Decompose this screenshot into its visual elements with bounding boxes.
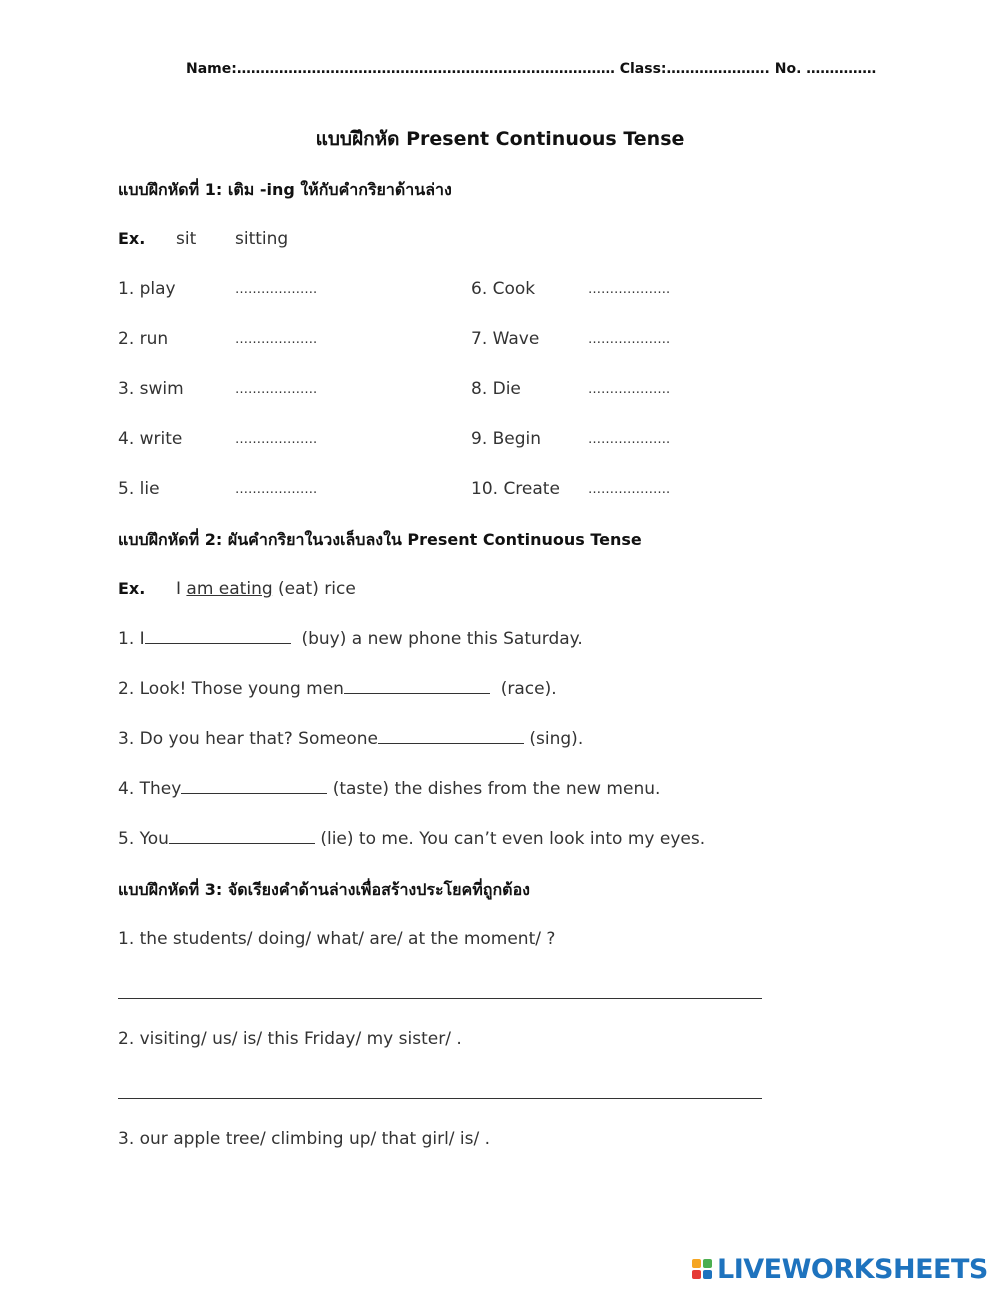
liveworksheets-logo xyxy=(692,1254,988,1284)
exercise1-heading: แบบฝึกหัดที่ 1: เติม -ing ให้กับคำกริยาด้านล่าง xyxy=(118,180,452,199)
exercise2-item-1-post: (buy) a new phone this Saturday. xyxy=(296,629,583,649)
exercise1-blank-6[interactable]: ………………. xyxy=(588,282,671,297)
exercise2-item-4 xyxy=(118,779,660,799)
exercise1-blank-1[interactable]: ………………. xyxy=(235,282,318,297)
class-field[interactable]: …………………. xyxy=(666,61,770,77)
exercise1-item-4: 4. write xyxy=(118,429,183,449)
exercise1-example-word: sit xyxy=(176,229,197,249)
exercise2-item-3 xyxy=(118,729,583,749)
exercise1-item-2: 2. run xyxy=(118,329,169,349)
exercise2-blank-1[interactable] xyxy=(145,629,291,644)
exercise1-blank-5[interactable]: ………………. xyxy=(235,482,318,497)
logo-blocks-icon xyxy=(692,1259,712,1279)
exercise1-item-6: 6. Cook xyxy=(471,279,536,299)
exercise1-blank-4[interactable]: ………………. xyxy=(235,432,318,447)
name-field[interactable]: ……………………………………………………………………… xyxy=(236,61,615,77)
logo-block-2 xyxy=(703,1259,712,1268)
exercise1-item-5: 5. lie xyxy=(118,479,160,499)
exercise1-item-9: 9. Begin xyxy=(471,429,542,449)
exercise1-item-3: 3. swim xyxy=(118,379,184,399)
student-info-line xyxy=(186,61,876,77)
exercise3-answer-line-2[interactable] xyxy=(118,1098,762,1099)
exercise2-item-2-post: (race). xyxy=(495,679,557,699)
exercise2-item-4-post: (taste) the dishes from the new menu. xyxy=(332,779,661,799)
worksheet-title: แบบฝึกหัด Present Continuous Tense xyxy=(315,128,685,150)
exercise2-item-3-post: (sing). xyxy=(529,729,584,749)
number-label: No. xyxy=(774,61,802,77)
logo-block-1 xyxy=(692,1259,701,1268)
exercise1-blank-9[interactable]: ………………. xyxy=(588,432,671,447)
exercise2-item-5-post: (lie) to me. You can’t even look into my eyes. xyxy=(320,829,706,849)
exercise1-item-8: 8. Die xyxy=(471,379,521,399)
exercise2-example-label: Ex. xyxy=(118,579,146,598)
exercise2-item-3-pre: 3. Do you hear that? Someone xyxy=(118,729,378,749)
exercise2-example-rest: (eat) rice xyxy=(278,579,356,599)
exercise1-blank-3[interactable]: ………………. xyxy=(235,382,318,397)
exercise2-item-1-pre: 1. I xyxy=(118,629,145,649)
exercise2-item-5 xyxy=(118,829,705,849)
exercise2-example-sentence xyxy=(176,579,356,599)
exercise1-blank-8[interactable]: ………………. xyxy=(588,382,671,397)
exercise2-blank-2[interactable] xyxy=(344,679,490,694)
exercise3-item-2: 2. visiting/ us/ is/ this Friday/ my sister/ . xyxy=(118,1029,462,1049)
exercise2-item-4-pre: 4. They xyxy=(118,779,182,799)
exercise2-blank-4[interactable] xyxy=(181,779,327,794)
exercise2-item-2 xyxy=(118,679,557,699)
exercise2-blank-3[interactable] xyxy=(378,729,524,744)
logo-text: LIVEWORKSHEETS xyxy=(717,1253,988,1285)
exercise3-item-3: 3. our apple tree/ climbing up/ that girl/ is/ . xyxy=(118,1129,491,1149)
exercise2-item-5-pre: 5. You xyxy=(118,829,169,849)
exercise2-item-1 xyxy=(118,629,583,649)
exercise2-heading: แบบฝึกหัดที่ 2: ผันคำกริยาในวงเล็บลงใน Present Continuous Tense xyxy=(118,530,642,549)
exercise1-blank-2[interactable]: ………………. xyxy=(235,332,318,347)
exercise1-example-answer: sitting xyxy=(235,229,289,249)
exercise1-item-7: 7. Wave xyxy=(471,329,540,349)
exercise1-blank-7[interactable]: ………………. xyxy=(588,332,671,347)
exercise3-item-1: 1. the students/ doing/ what/ are/ at the moment/ ? xyxy=(118,929,556,949)
exercise1-blank-10[interactable]: ………………. xyxy=(588,482,671,497)
exercise2-example-answer: am eating xyxy=(186,579,273,599)
class-label: Class: xyxy=(619,61,667,77)
exercise3-heading: แบบฝึกหัดที่ 3: จัดเรียงคำด้านล่างเพื่อสร้างประโยคที่ถูกต้อง xyxy=(118,880,530,899)
exercise2-blank-5[interactable] xyxy=(169,829,315,844)
logo-block-3 xyxy=(692,1270,701,1279)
logo-block-4 xyxy=(703,1270,712,1279)
exercise2-example-subject: I xyxy=(176,579,182,599)
number-field[interactable]: …………… xyxy=(806,61,877,77)
exercise2-item-2-pre: 2. Look! Those young men xyxy=(118,679,344,699)
name-label: Name: xyxy=(186,61,237,77)
exercise1-example-label: Ex. xyxy=(118,229,146,248)
exercise3-answer-line-1[interactable] xyxy=(118,998,762,999)
exercise1-item-1: 1. play xyxy=(118,279,176,299)
exercise1-item-10: 10. Create xyxy=(471,479,560,499)
